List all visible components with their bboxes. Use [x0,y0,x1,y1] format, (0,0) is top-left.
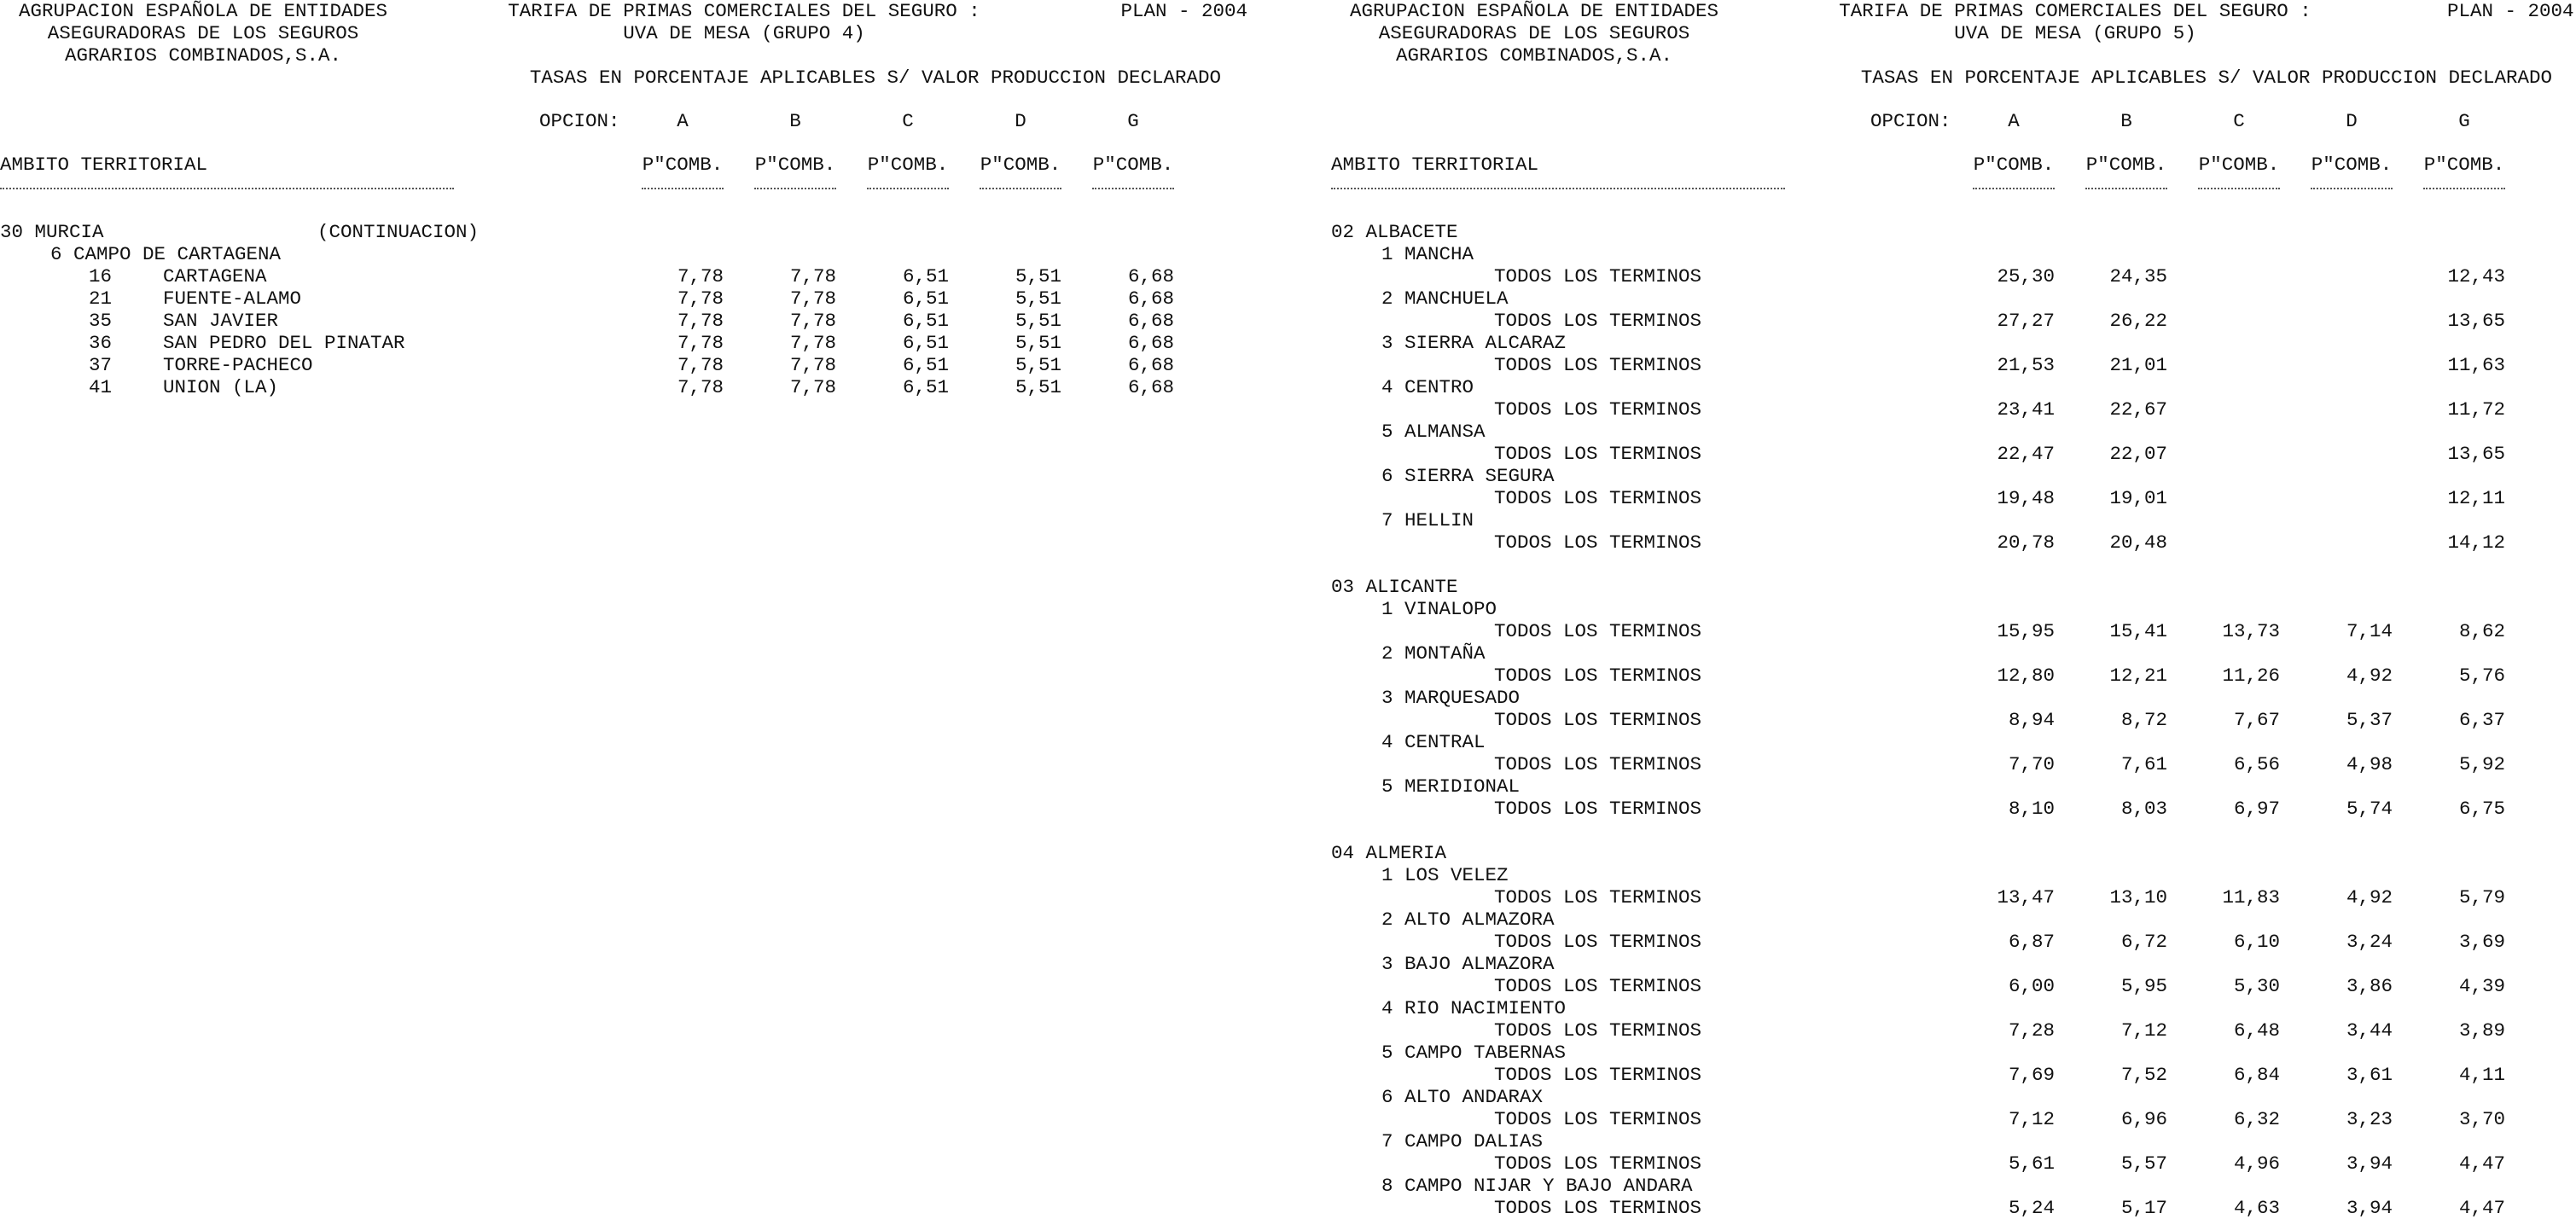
ambito-underline [0,188,454,189]
all-terms-label: TODOS LOS TERMINOS [1494,665,1702,687]
rate-a: 22,47 [1997,443,2055,465]
rate-g: 5,79 [2458,886,2505,908]
comarca-heading: 4 CENTRO [1381,376,1474,398]
rate-a: 23,41 [1997,398,2055,421]
comarca-heading: 3 MARQUESADO [1381,687,1521,709]
comarca-heading: 4 CENTRAL [1381,731,1486,753]
rate-g: 11,72 [2447,398,2505,421]
all-terms-label: TODOS LOS TERMINOS [1494,753,1702,775]
option-g: G [2458,110,2470,132]
rate-b: 20,48 [2109,531,2167,554]
rate-d: 5,51 [1015,287,1061,310]
rate-d: 5,74 [2346,798,2393,820]
rate-b: 7,61 [2120,753,2167,775]
all-terms-label: TODOS LOS TERMINOS [1494,531,1702,554]
company-line-1: AGRUPACION ESPAÑOLA DE ENTIDADES [1349,0,1719,22]
term-code: 16 [89,265,113,287]
company-line-2: ASEGURADORAS DE LOS SEGUROS [47,22,359,44]
term-name: CARTAGENA [163,265,267,287]
option-label: OPCION: [1870,110,1951,132]
rate-a: 21,53 [1997,354,2055,376]
rate-b: 5,95 [2120,975,2167,997]
rate-c: 11,26 [2222,665,2280,687]
col-underline-g [2423,188,2505,189]
rate-b: 5,57 [2120,1152,2167,1175]
province-heading: 03 ALICANTE [1331,576,1458,598]
rate-a: 12,80 [1997,665,2055,687]
all-terms-label: TODOS LOS TERMINOS [1494,443,1702,465]
term-code: 21 [89,287,113,310]
rate-a: 5,24 [2008,1197,2055,1219]
all-terms-label: TODOS LOS TERMINOS [1494,1019,1702,1042]
rate-a: 6,87 [2008,931,2055,953]
rate-b: 7,12 [2120,1019,2167,1042]
option-c: C [2233,110,2245,132]
rate-d: 4,92 [2346,665,2393,687]
tariff-title: TARIFA DE PRIMAS COMERCIALES DEL SEGURO : [1839,0,2311,22]
rate-a: 7,12 [2008,1108,2055,1130]
rate-c: 6,84 [2233,1064,2280,1086]
rate-g: 3,70 [2458,1108,2505,1130]
rates-note: TASAS EN PORCENTAJE APLICABLES S/ VALOR PRODUCCION DECLARADO [529,67,1222,89]
company-line-1: AGRUPACION ESPAÑOLA DE ENTIDADES [18,0,388,22]
col-header-a: P"COMB. [642,154,724,176]
company-line-3: AGRARIOS COMBINADOS,S.A. [1395,44,1673,67]
rate-a: 19,48 [1997,487,2055,509]
rate-d: 5,51 [1015,354,1061,376]
rate-c: 13,73 [2222,620,2280,642]
col-underline-a [642,188,724,189]
col-header-g: P"COMB. [1092,154,1174,176]
option-b: B [789,110,801,132]
rate-g: 6,68 [1127,376,1174,398]
all-terms-label: TODOS LOS TERMINOS [1494,310,1702,332]
term-name: SAN JAVIER [163,310,279,332]
tariff-page-grupo-4 [0,0,1280,1210]
col-underline-g [1092,188,1174,189]
option-a: A [677,110,689,132]
all-terms-label: TODOS LOS TERMINOS [1494,931,1702,953]
all-terms-label: TODOS LOS TERMINOS [1494,1197,1702,1219]
rate-b: 19,01 [2109,487,2167,509]
rate-c: 6,56 [2233,753,2280,775]
col-header-d: P"COMB. [2311,154,2393,176]
rate-g: 6,68 [1127,287,1174,310]
comarca-heading: 2 MANCHUELA [1381,287,1509,310]
rate-b: 6,96 [2120,1108,2167,1130]
rate-d: 4,98 [2346,753,2393,775]
comarca-heading: 7 CAMPO DALIAS [1381,1130,1544,1152]
rate-b: 15,41 [2109,620,2167,642]
province-heading: 02 ALBACETE [1331,221,1458,243]
rate-b: 7,78 [789,310,836,332]
tariff-subtitle: UVA DE MESA (GRUPO 4) [623,22,865,44]
comarca-heading: 5 MERIDIONAL [1381,775,1521,798]
rate-g: 3,69 [2458,931,2505,953]
province-heading: 04 ALMERIA [1331,842,1447,864]
rate-g: 4,47 [2458,1152,2505,1175]
rate-g: 11,63 [2447,354,2505,376]
rate-c: 6,51 [902,376,949,398]
rate-b: 8,72 [2120,709,2167,731]
ambito-underline [1331,188,1785,189]
term-code: 36 [89,332,113,354]
rate-c: 4,96 [2233,1152,2280,1175]
all-terms-label: TODOS LOS TERMINOS [1494,798,1702,820]
comarca-heading: 7 HELLIN [1381,509,1474,531]
col-header-c: P"COMB. [867,154,949,176]
option-d: D [2346,110,2358,132]
rate-a: 27,27 [1997,310,2055,332]
rate-d: 3,44 [2346,1019,2393,1042]
all-terms-label: TODOS LOS TERMINOS [1494,1152,1702,1175]
col-underline-b [754,188,836,189]
rate-g: 4,39 [2458,975,2505,997]
rate-g: 14,12 [2447,531,2505,554]
rate-a: 15,95 [1997,620,2055,642]
rate-a: 7,28 [2008,1019,2055,1042]
rate-b: 8,03 [2120,798,2167,820]
rate-c: 6,10 [2233,931,2280,953]
rate-a: 5,61 [2008,1152,2055,1175]
comarca-heading: 5 ALMANSA [1381,421,1486,443]
all-terms-label: TODOS LOS TERMINOS [1494,265,1702,287]
option-b: B [2120,110,2132,132]
rate-c: 6,51 [902,287,949,310]
rate-c: 6,51 [902,310,949,332]
col-underline-c [2198,188,2280,189]
comarca-heading: 1 LOS VELEZ [1381,864,1509,886]
comarca-heading: 1 MANCHA [1381,243,1474,265]
all-terms-label: TODOS LOS TERMINOS [1494,487,1702,509]
plan-label: PLAN - 2004 [2447,0,2574,22]
rate-b: 7,78 [789,376,836,398]
rate-b: 12,21 [2109,665,2167,687]
rate-g: 6,68 [1127,265,1174,287]
rate-g: 4,11 [2458,1064,2505,1086]
rate-d: 5,37 [2346,709,2393,731]
plan-label: PLAN - 2004 [1120,0,1247,22]
comarca-heading: 5 CAMPO TABERNAS [1381,1042,1567,1064]
term-code: 41 [89,376,113,398]
rate-g: 4,47 [2458,1197,2505,1219]
col-underline-d [980,188,1061,189]
rate-a: 7,70 [2008,753,2055,775]
continuation-note: (CONTINUACION) [317,221,480,243]
rate-c: 7,67 [2233,709,2280,731]
rate-a: 8,94 [2008,709,2055,731]
tariff-subtitle: UVA DE MESA (GRUPO 5) [1954,22,2196,44]
comarca-heading: 6 ALTO ANDARAX [1381,1086,1544,1108]
rate-g: 6,68 [1127,332,1174,354]
rate-a: 25,30 [1997,265,2055,287]
company-line-2: ASEGURADORAS DE LOS SEGUROS [1378,22,1690,44]
rate-g: 8,62 [2458,620,2505,642]
rates-note: TASAS EN PORCENTAJE APLICABLES S/ VALOR PRODUCCION DECLARADO [1860,67,2553,89]
comarca-heading: 2 ALTO ALMAZORA [1381,908,1555,931]
tariff-title: TARIFA DE PRIMAS COMERCIALES DEL SEGURO : [508,0,980,22]
rate-d: 7,14 [2346,620,2393,642]
rate-c: 11,83 [2222,886,2280,908]
rate-b: 6,72 [2120,931,2167,953]
col-header-b: P"COMB. [2085,154,2167,176]
comarca-heading: 6 SIERRA SEGURA [1381,465,1555,487]
term-code: 37 [89,354,113,376]
rate-g: 6,75 [2458,798,2505,820]
rate-b: 26,22 [2109,310,2167,332]
option-g: G [1127,110,1139,132]
option-label: OPCION: [539,110,620,132]
all-terms-label: TODOS LOS TERMINOS [1494,1064,1702,1086]
rate-g: 12,11 [2447,487,2505,509]
rate-g: 6,68 [1127,354,1174,376]
rate-b: 22,67 [2109,398,2167,421]
rate-g: 6,68 [1127,310,1174,332]
comarca-heading: 4 RIO NACIMIENTO [1381,997,1567,1019]
ambito-label: AMBITO TERRITORIAL [1331,154,1539,176]
comarca-heading: 3 SIERRA ALCARAZ [1381,332,1567,354]
option-d: D [1015,110,1026,132]
all-terms-label: TODOS LOS TERMINOS [1494,886,1702,908]
rate-a: 7,78 [677,354,724,376]
rate-d: 5,51 [1015,332,1061,354]
rate-g: 13,65 [2447,443,2505,465]
rate-c: 5,30 [2233,975,2280,997]
comarca-heading: 6 CAMPO DE CARTAGENA [50,243,282,265]
col-header-a: P"COMB. [1973,154,2055,176]
rate-d: 3,24 [2346,931,2393,953]
all-terms-label: TODOS LOS TERMINOS [1494,709,1702,731]
rate-c: 6,51 [902,265,949,287]
rate-c: 6,51 [902,354,949,376]
ambito-label: AMBITO TERRITORIAL [0,154,208,176]
comarca-heading: 1 VINALOPO [1381,598,1497,620]
rate-a: 7,78 [677,376,724,398]
term-name: FUENTE-ALAMO [163,287,302,310]
rate-d: 3,61 [2346,1064,2393,1086]
col-header-c: P"COMB. [2198,154,2280,176]
all-terms-label: TODOS LOS TERMINOS [1494,354,1702,376]
col-header-d: P"COMB. [980,154,1061,176]
rate-b: 7,52 [2120,1064,2167,1086]
rate-c: 4,63 [2233,1197,2280,1219]
comarca-heading: 3 BAJO ALMAZORA [1381,953,1555,975]
col-underline-d [2311,188,2393,189]
all-terms-label: TODOS LOS TERMINOS [1494,975,1702,997]
rate-d: 3,86 [2346,975,2393,997]
rate-b: 7,78 [789,332,836,354]
rate-g: 5,92 [2458,753,2505,775]
rate-g: 13,65 [2447,310,2505,332]
company-line-3: AGRARIOS COMBINADOS,S.A. [64,44,342,67]
comarca-heading: 2 MONTAÑA [1381,642,1486,665]
rate-a: 13,47 [1997,886,2055,908]
tariff-page-grupo-5 [1331,0,2576,1219]
term-name: UNION (LA) [163,376,279,398]
term-name: TORRE-PACHECO [163,354,313,376]
rate-d: 4,92 [2346,886,2393,908]
all-terms-label: TODOS LOS TERMINOS [1494,620,1702,642]
term-name: SAN PEDRO DEL PINATAR [163,332,405,354]
rate-b: 13,10 [2109,886,2167,908]
rate-d: 5,51 [1015,265,1061,287]
rate-g: 12,43 [2447,265,2505,287]
rate-b: 21,01 [2109,354,2167,376]
rate-g: 5,76 [2458,665,2505,687]
rate-b: 22,07 [2109,443,2167,465]
all-terms-label: TODOS LOS TERMINOS [1494,1108,1702,1130]
col-underline-c [867,188,949,189]
rate-d: 3,94 [2346,1197,2393,1219]
rate-g: 6,37 [2458,709,2505,731]
col-underline-a [1973,188,2055,189]
option-a: A [2008,110,2020,132]
rate-a: 7,78 [677,287,724,310]
col-header-b: P"COMB. [754,154,836,176]
rate-a: 7,78 [677,265,724,287]
rate-a: 20,78 [1997,531,2055,554]
all-terms-label: TODOS LOS TERMINOS [1494,398,1702,421]
rate-d: 5,51 [1015,376,1061,398]
rate-a: 7,69 [2008,1064,2055,1086]
rate-b: 7,78 [789,265,836,287]
rate-a: 7,78 [677,310,724,332]
rate-c: 6,97 [2233,798,2280,820]
col-header-g: P"COMB. [2423,154,2505,176]
rate-g: 3,89 [2458,1019,2505,1042]
option-c: C [902,110,914,132]
col-underline-b [2085,188,2167,189]
rate-c: 6,32 [2233,1108,2280,1130]
province-heading: 30 MURCIA [0,221,104,243]
rate-b: 7,78 [789,354,836,376]
rate-d: 3,94 [2346,1152,2393,1175]
rate-d: 3,23 [2346,1108,2393,1130]
rate-b: 7,78 [789,287,836,310]
rate-d: 5,51 [1015,310,1061,332]
rate-c: 6,48 [2233,1019,2280,1042]
term-code: 35 [89,310,113,332]
rate-a: 7,78 [677,332,724,354]
rate-c: 6,51 [902,332,949,354]
rate-b: 5,17 [2120,1197,2167,1219]
rate-a: 6,00 [2008,975,2055,997]
rate-b: 24,35 [2109,265,2167,287]
comarca-heading: 8 CAMPO NIJAR Y BAJO ANDARA [1381,1175,1693,1197]
rate-a: 8,10 [2008,798,2055,820]
